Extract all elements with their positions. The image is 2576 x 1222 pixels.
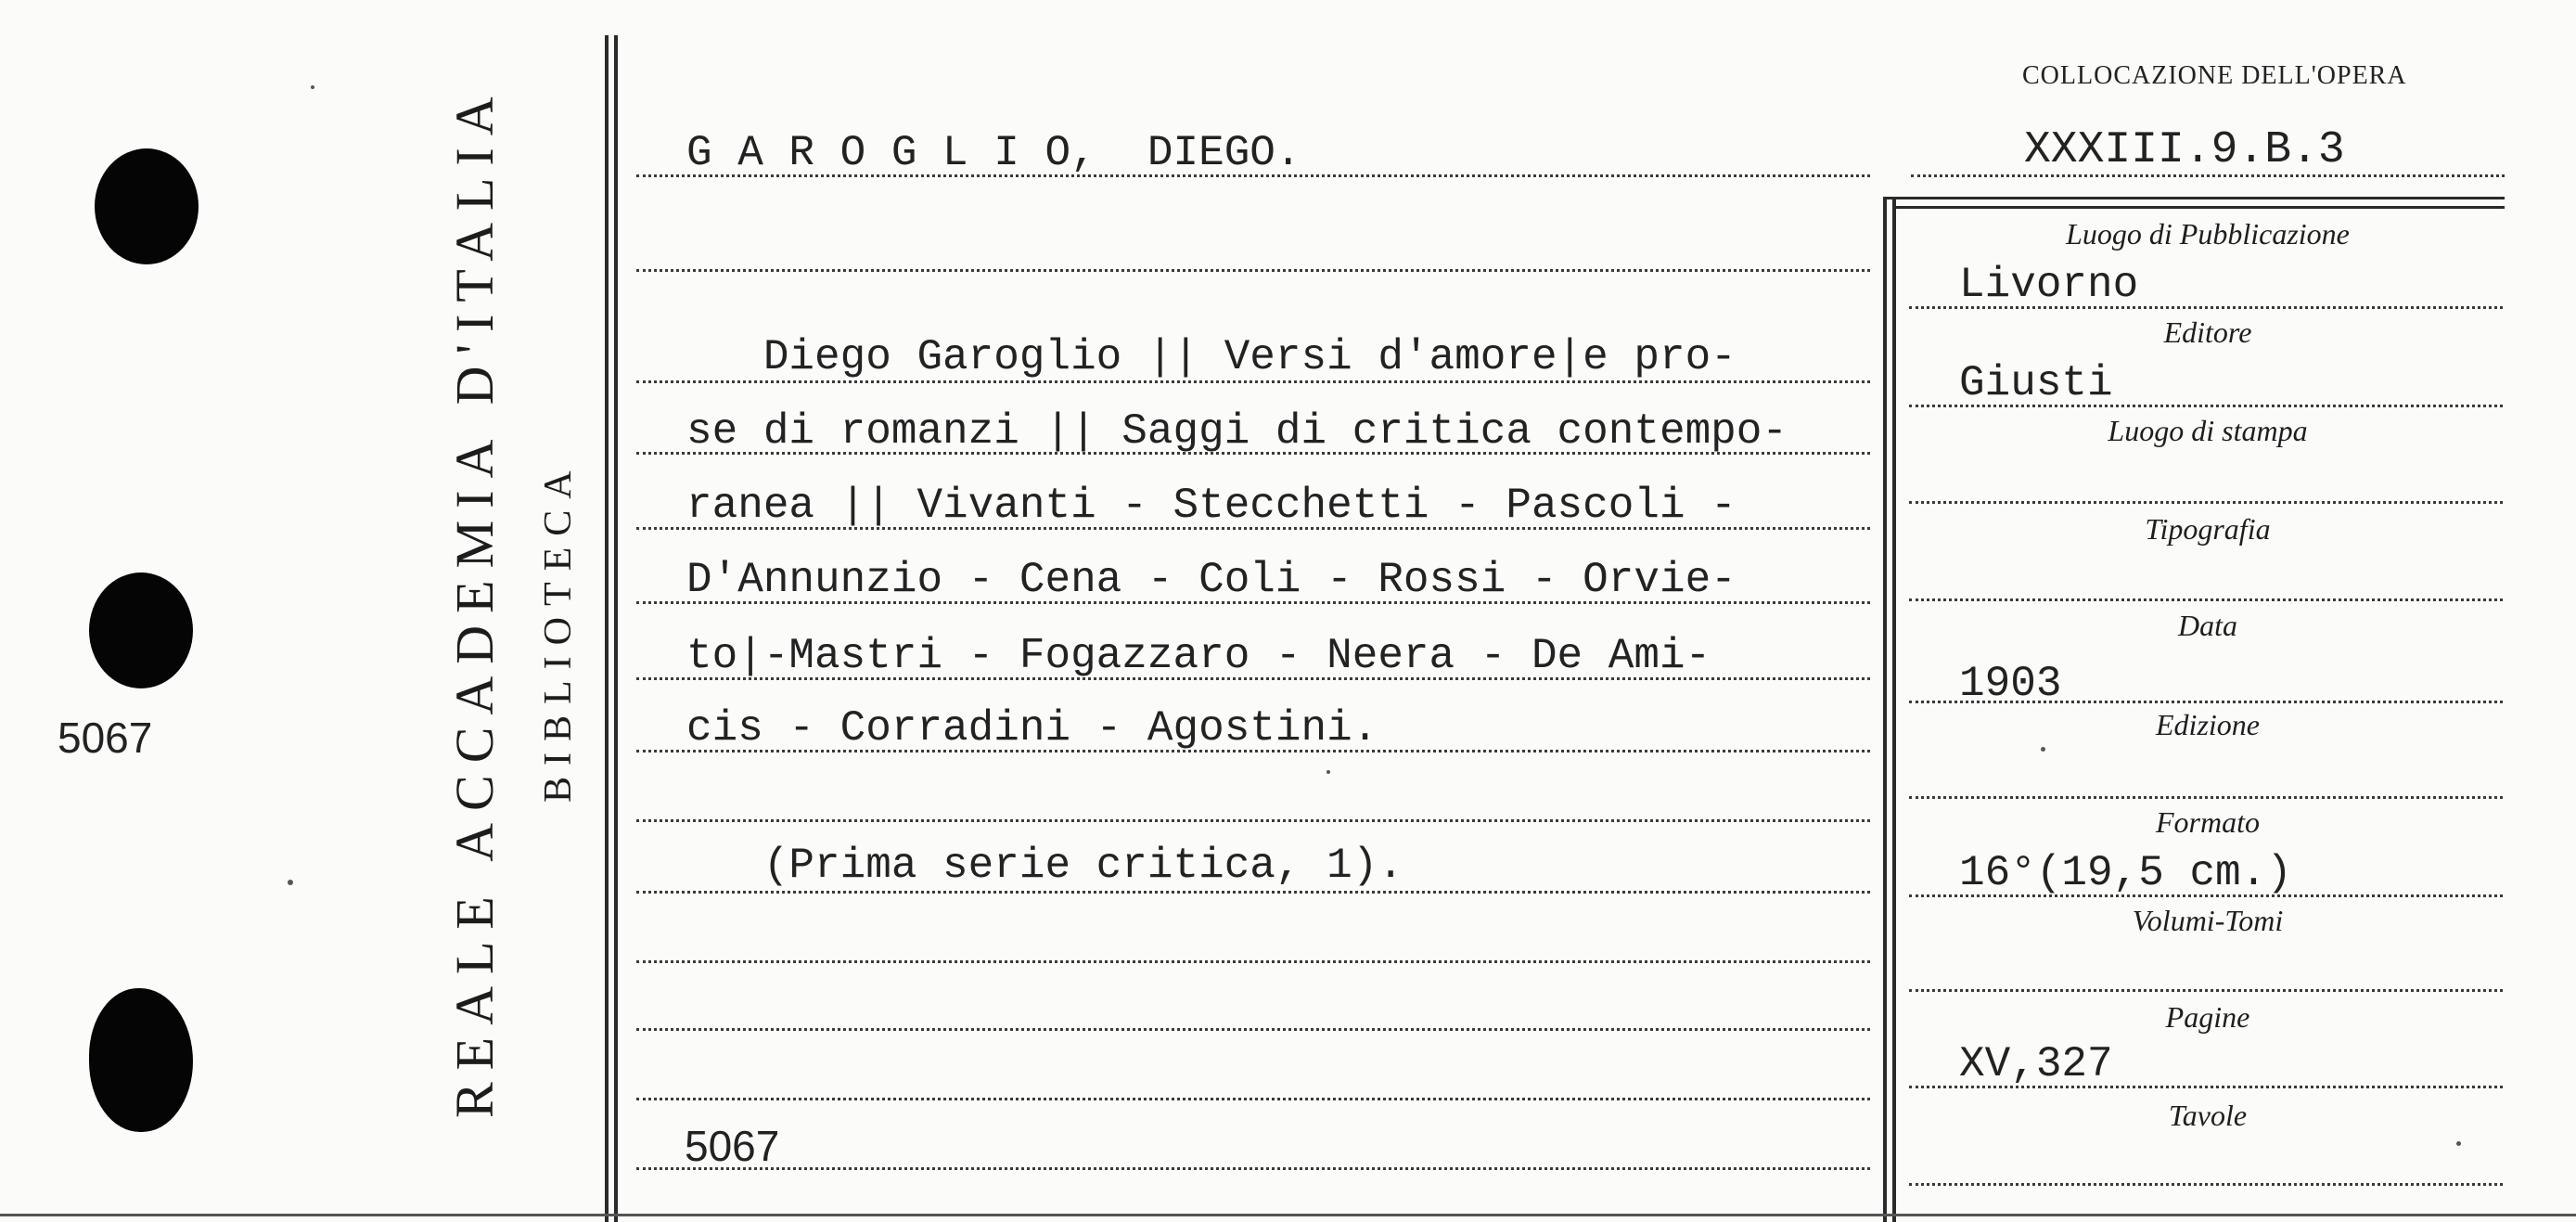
- field-value-formato: 16°(19,5 cm.): [1959, 849, 2292, 897]
- field-label-data: Data: [2178, 609, 2237, 642]
- field-rule-3: [1909, 501, 2503, 504]
- left-double-border-2: [614, 35, 618, 1222]
- series-line: (Prima serie critica, 1).: [686, 842, 1403, 890]
- field-rule-1: [1909, 306, 2503, 309]
- speck: [311, 85, 314, 89]
- field-label-pagine: Pagine: [2165, 1000, 2250, 1034]
- field-rule-7: [1909, 894, 2503, 897]
- rule-11: [636, 960, 1870, 963]
- speck: [2041, 747, 2045, 752]
- bottom-edge: [0, 1214, 2576, 1216]
- punch-hole-middle: [89, 572, 193, 688]
- field-rule-10: [1909, 1183, 2503, 1186]
- rule-12: [636, 1028, 1870, 1031]
- description-line-5: to|-Mastri - Fogazzaro - Neera - De Ami-: [686, 632, 1711, 680]
- right-box-top-1: [1883, 197, 2505, 199]
- speck: [288, 880, 293, 885]
- punch-hole-bottom: [89, 988, 193, 1132]
- field-label-editore: Editore: [2163, 315, 2252, 349]
- field-label-volumi-tomi: Volumi-Tomi: [2132, 904, 2284, 937]
- rule-14: [636, 1167, 1870, 1170]
- field-label-formato: Formato: [2156, 805, 2260, 839]
- description-line-6: cis - Corradini - Agostini.: [686, 704, 1378, 752]
- institution-name: REALE ACCADEMIA D'ITALIA: [444, 84, 505, 1118]
- speck: [2456, 1141, 2461, 1146]
- collocation-rule: [1911, 174, 2505, 177]
- speck: [1326, 770, 1330, 774]
- field-rule-2: [1909, 405, 2503, 407]
- field-label-tavole: Tavole: [2168, 1099, 2248, 1132]
- punch-hole-top: [95, 148, 199, 264]
- rule-13: [636, 1098, 1870, 1100]
- description-line-3: ranea || Vivanti - Stecchetti - Pascoli -: [686, 482, 1737, 530]
- rule-10: [636, 891, 1870, 894]
- field-label-luogo-pubblicazione: Luogo di Pubblicazione: [2066, 217, 2350, 251]
- right-box-top-2: [1892, 206, 2505, 209]
- margin-number: 5067: [58, 714, 153, 762]
- field-value-data: 1903: [1959, 660, 2062, 708]
- field-label-tipografia: Tipografia: [2145, 512, 2271, 546]
- field-rule-6: [1909, 796, 2503, 799]
- left-double-border-1: [605, 35, 609, 1222]
- collocation-label: COLLOCAZIONE DELL'OPERA: [2022, 61, 2407, 90]
- library-name: BIBLIOTECA: [537, 459, 580, 803]
- field-label-edizione: Edizione: [2156, 708, 2260, 741]
- collocation-value: XXXIII.9.B.3: [2024, 125, 2345, 175]
- author-heading: G A R O G L I O, DIEGO.: [686, 129, 1301, 177]
- field-rule-8: [1909, 989, 2503, 992]
- inventory-number: 5067: [685, 1122, 780, 1170]
- rule-2: [636, 269, 1870, 272]
- description-line-4: D'Annunzio - Cena - Coli - Rossi - Orvie-: [686, 556, 1737, 604]
- field-rule-9: [1909, 1086, 2503, 1088]
- field-value-pagine: XV,327: [1959, 1040, 2113, 1088]
- field-label-luogo-stampa: Luogo di stampa: [2108, 414, 2308, 447]
- description-line-2: se di romanzi || Saggi di critica contempo-: [686, 407, 1788, 456]
- field-value-editore: Giusti: [1959, 359, 2113, 407]
- field-rule-5: [1909, 701, 2503, 703]
- field-rule-4: [1909, 598, 2503, 601]
- description-line-1: Diego Garoglio || Versi d'amore|e pro-: [686, 333, 1737, 381]
- field-value-luogo-pubblicazione: Livorno: [1959, 261, 2139, 309]
- rule-9: [636, 819, 1870, 822]
